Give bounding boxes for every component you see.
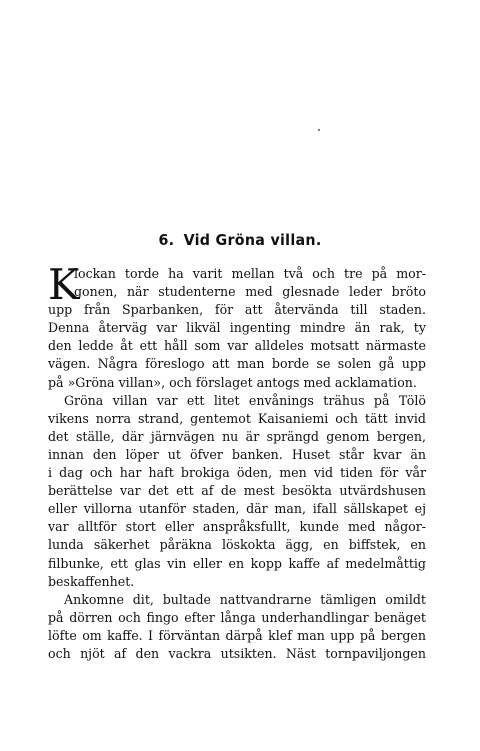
text-line: gonen, när studenterne med glesnade leder bröto (74, 284, 426, 300)
text-line: den ledde åt ett håll som var alldeles motsatt närmaste (48, 338, 426, 354)
text-line: det ställe, där järnvägen nu är sprängd genom bergen, (48, 428, 426, 444)
paper-speck (318, 129, 320, 131)
text-line: på dörren och fingo efter långa underhandlingar benäget (48, 609, 426, 625)
chapter-title: Vid Gröna villan. (183, 231, 322, 249)
text-line: löfte om kaffe. I förväntan därpå klef man upp på bergen (48, 627, 426, 643)
text-line: var alltför stort eller anspråksfullt, kunde med någor- (48, 519, 426, 535)
body-text (48, 260, 426, 663)
text-line: eller villorna utanför staden, där man, ifall sällskapet ej (48, 501, 426, 517)
opening-paragraph-start (48, 260, 426, 309)
drop-cap: K (48, 260, 80, 309)
text-line: Gröna villan var ett litet envånings trähus på Tölö (64, 392, 426, 408)
text-line: lunda säkerhet påräkna löskokta ägg, en biffstek, en (48, 537, 426, 553)
text-line: och njöt af den vackra utsikten. Näst tornpaviljongen (48, 645, 426, 661)
text-line: Denna återväg var likväl ingenting mindre än rak, ty (48, 320, 426, 336)
text-line: lockan torde ha varit mellan två och tre på mor- (74, 266, 426, 281)
text-line: berättelse var det ett af de mest besökta utvärdshusen (48, 483, 426, 499)
text-line: upp från Sparbanken, för att återvända till staden. (48, 302, 426, 318)
text-line: i dag och har haft brokiga öden, men vid tiden för vår (48, 465, 426, 481)
text-line: filbunke, ett glas vin eller en kopp kaffe af medelmåttig (48, 555, 426, 571)
text-line: innan den löper ut öfver banken. Huset står kvar än (48, 446, 426, 462)
text-line: beskaffenhet. (48, 573, 135, 589)
text-line: på »Gröna villan», och förslaget antogs med acklamation. (48, 374, 417, 390)
text-line: vikens norra strand, gentemot Kaisaniemi och tätt invid (48, 410, 426, 426)
chapter-number: 6. (158, 231, 175, 249)
text-line: Ankomne dit, bultade nattvandrarne tämligen omildt (64, 591, 426, 607)
text-line: vägen. Några föreslogo att man borde se solen gå upp (48, 356, 426, 372)
chapter-heading (19, 231, 461, 249)
